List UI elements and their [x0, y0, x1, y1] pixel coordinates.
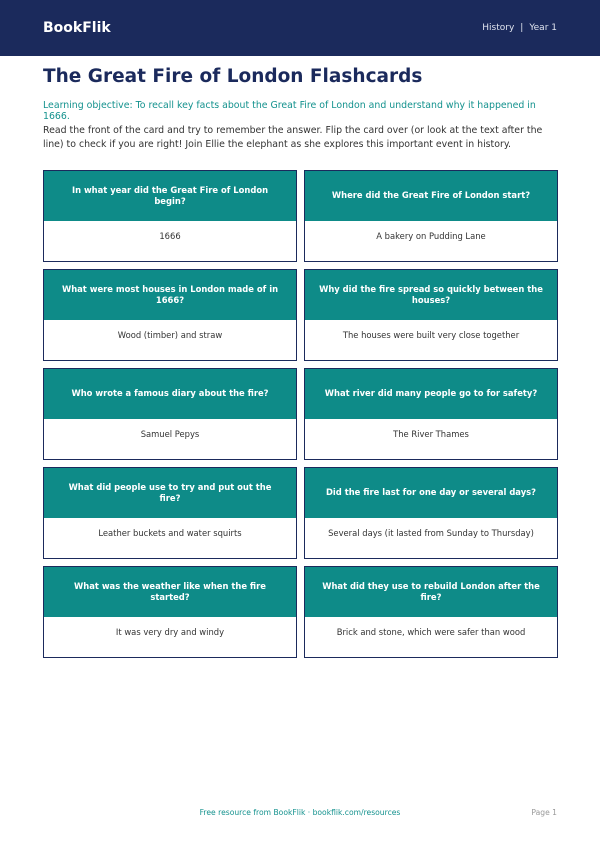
flashcard-question: Why did the fire spread so quickly between the houses?: [305, 270, 557, 320]
flashcard-question: Where did the Great Fire of London start?: [305, 171, 557, 221]
flashcard-question: Did the fire last for one day or several days?: [305, 468, 557, 518]
flashcard[interactable]: [43, 467, 297, 559]
year-label: Year 1: [529, 23, 557, 33]
flashcard-question: What river did many people go to for safety?: [305, 369, 557, 419]
brand-logo-text[interactable]: BookFlik: [43, 20, 111, 36]
flashcard-answer: Several days (it lasted from Sunday to Thursday): [305, 518, 557, 558]
flashcard[interactable]: [304, 269, 558, 361]
subject-label: History: [482, 23, 515, 33]
flashcard-question: What were most houses in London made of in 1666?: [44, 270, 296, 320]
flashcard[interactable]: [304, 566, 558, 658]
flashcard[interactable]: [43, 170, 297, 262]
flashcard-answer: A bakery on Pudding Lane: [305, 221, 557, 261]
flashcard-answer: 1666: [44, 221, 296, 261]
page-number: Page 1: [531, 808, 557, 817]
flashcard[interactable]: [304, 368, 558, 460]
flashcard[interactable]: [304, 170, 558, 262]
flashcard-question: Who wrote a famous diary about the fire?: [44, 369, 296, 419]
flashcard-answer: Leather buckets and water squirts: [44, 518, 296, 558]
flashcard-answer: Samuel Pepys: [44, 419, 296, 459]
flashcard-answer: The River Thames: [305, 419, 557, 459]
flashcard[interactable]: [304, 467, 558, 559]
learning-objective: Learning objective: To recall key facts about the Great Fire of London and understand why it happened in 1666.: [43, 100, 536, 122]
flashcard[interactable]: [43, 566, 297, 658]
flashcard-answer: It was very dry and windy: [44, 617, 296, 657]
footer-link[interactable]: Free resource from BookFlik · bookflik.com/resources: [199, 808, 401, 817]
flashcard[interactable]: [43, 269, 297, 361]
intro-text: Read the front of the card and try to remember the answer. Flip the card over (or look at the text after the line) to check if you are right! Join Ellie the elephant as she explores this important event in history.: [43, 125, 543, 150]
flashcard-question: What did people use to try and put out the fire?: [44, 468, 296, 518]
flashcard[interactable]: [43, 368, 297, 460]
header-meta: [482, 23, 557, 33]
flashcard-answer: The houses were built very close together: [305, 320, 557, 360]
page-title: The Great Fire of London Flashcards: [43, 66, 423, 87]
flashcard-answer: Wood (timber) and straw: [44, 320, 296, 360]
flashcard-answer: Brick and stone, which were safer than wood: [305, 617, 557, 657]
header-bar: [0, 0, 600, 56]
meta-separator: |: [520, 23, 524, 33]
flashcard-question: What was the weather like when the fire started?: [44, 567, 296, 617]
flashcard-question: In what year did the Great Fire of London begin?: [44, 171, 296, 221]
flashcard-grid: [43, 170, 558, 658]
flashcard-question: What did they use to rebuild London after the fire?: [305, 567, 557, 617]
